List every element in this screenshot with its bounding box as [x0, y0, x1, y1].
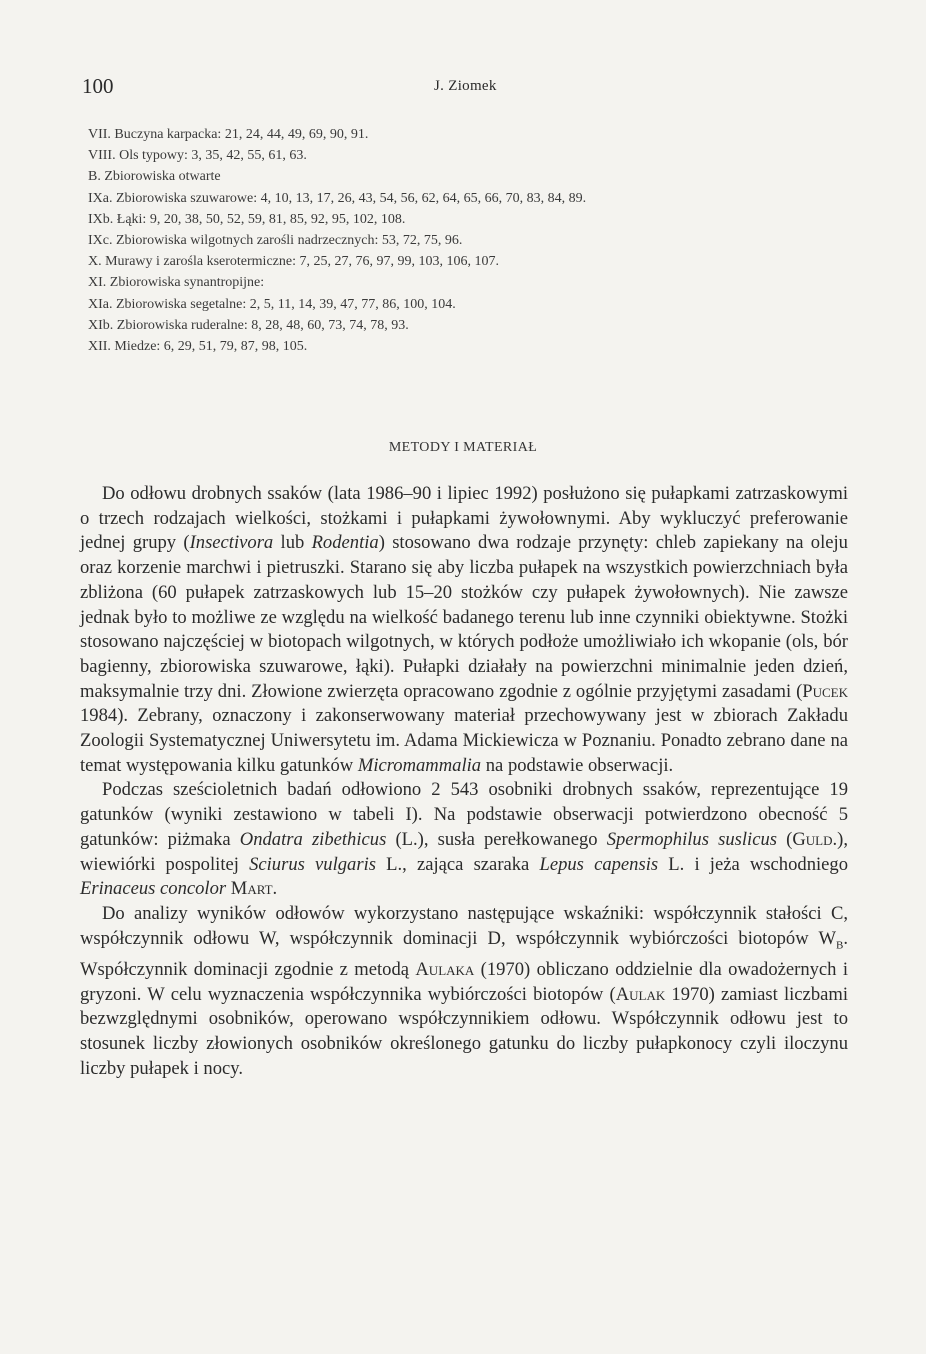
list-item: VIII. Ols typowy: 3, 35, 42, 55, 61, 63. [88, 148, 307, 164]
paragraph-results: Podczas sześcioletnich badań odłowiono 2 543 osobniki drobnych ssaków, reprezentujące 19 gatunków (wyniki zestawiono w tabeli I). Na podstawie obserwacji potwierdzono obecność 5 gatunków: piżmaka Ondatra zibethicus (L.), susła perełkowanego Spermophilus suslicus (Guld.), wiewiórki pospolitej Sciurus vulgaris L., zająca szaraka Lepus capensis L. i jeża wschodniego Erinaceus concolor Mart. [80, 779, 849, 900]
paragraph-methods: Do odłowu drobnych ssaków (lata 1986–90 i lipiec 1992) posłużono się pułapkami zatrzaskowymi o trzech rodzajach wielkości, stożkami i pułapkami żywołownymi. Aby wykluczyć preferowanie jednej grupy (Insectivora lub Rodentia) stosowano dwa rodzaje przynęty: chleb zapiekany na oleju oraz korzenie marchwi i pietruszki. Starano się aby liczba pułapek na wszystkich powierzchniach była zbliżona (60 pułapek zatrzaskowych lub 15–20 stożków czy pułapek żywołownych). Nie zawsze jednak było to możliwe ze względu na wielkość badanego terenu lub inne czynniki obiektywne. Stożki stosowano najczęściej w biotopach wilgotnych, w których podłoże umożliwiało ich wkopanie (ols, bór bagienny, zbiorowiska szuwarowe, łąki). Pułapki działały na powierzchni minimalnie jeden dzień, maksymalnie trzy dni. Złowione zwierzęta opracowano zgodnie z ogólnie przyjętymi zasadami (Pucek 1984). Zebrany, oznaczony i zakonserwowany materiał przechowywany jest w zbiorach Zakładu Zoologii Systematycznej Uniwersytetu im. Adama Mickiewicza w Poznaniu. Ponadto zebrano dane na temat występowania kilku gatunków Micromammalia na podstawie obserwacji. [80, 483, 848, 776]
list-item: XIb. Zbiorowiska ruderalne: 8, 28, 48, 60, 73, 74, 78, 93. [88, 317, 409, 333]
page-header [82, 74, 842, 100]
list-item: X. Murawy i zarośla kserotermiczne: 7, 25, 27, 76, 97, 99, 103, 106, 107. [88, 254, 499, 270]
list-item: XII. Miedze: 6, 29, 51, 79, 87, 98, 105. [88, 339, 308, 355]
running-head: J. Ziomek [434, 78, 497, 94]
section-heading: METODY I MATERIAŁ [388, 440, 538, 455]
body-text [80, 482, 848, 1082]
habitat-list [88, 124, 848, 357]
list-item: IXb. Łąki: 9, 20, 38, 50, 52, 59, 81, 85, 92, 95, 102, 108. [88, 211, 406, 227]
page-number: 100 [82, 74, 114, 98]
list-item: B. Zbiorowiska otwarte [88, 169, 221, 185]
list-item: IXc. Zbiorowiska wilgotnych zarośli nadrzecznych: 53, 72, 75, 96. [88, 233, 463, 249]
list-item: XI. Zbiorowiska synantropijne: [88, 275, 265, 291]
list-item: IXa. Zbiorowiska szuwarowe: 4, 10, 13, 17, 26, 43, 54, 56, 62, 64, 65, 66, 70, 83, 84, 89. [88, 190, 587, 206]
list-item: XIa. Zbiorowiska segetalne: 2, 5, 11, 14, 39, 47, 77, 86, 100, 104. [88, 296, 456, 312]
list-item: VII. Buczyna karpacka: 21, 24, 44, 49, 69, 90, 91. [88, 127, 369, 142]
paragraph-indices: Do analizy wyników odłowów wykorzystano następujące wskaźniki: współczynnik stałości C, współczynnik odłowu W, współczynnik dominacji D, współczynnik wybiórczości biotopów $W_B$. Współczynnik dominacji zgodnie z metodą Aulaka (1970) obliczano oddzielnie dla owadożernych i gryzoni. W celu wyznaczenia współczynnika wybiórczości biotopów (Aulak 1970) zamiast liczbami bezwzględnymi osobników, operowano współczynnikiem odłowu. Współczynnik odłowu jest to stosunek liczby złowionych osobników określonego gatunku do liczby pułapkonocy czyli iloczynu liczby pułapek i nocy. [80, 902, 849, 1079]
